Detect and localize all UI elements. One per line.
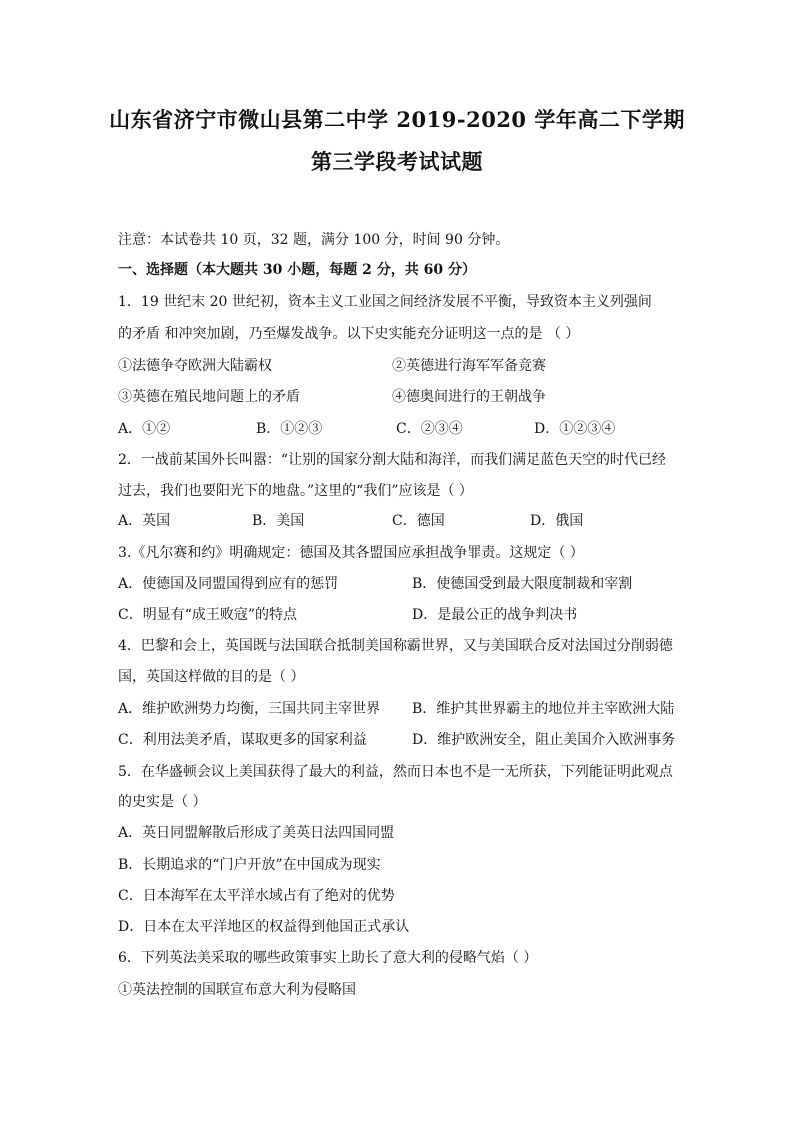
q1-statement-4: ④德奥间进行的王朝战争 bbox=[392, 389, 546, 405]
page-title-line-2: 第三学段考试试题 bbox=[311, 149, 483, 174]
exam-notice: 注意：本试卷共 10 页，32 题，满分 100 分，时间 90 分钟。 bbox=[118, 232, 510, 248]
q3-option-d: D．是最公正的战争判决书 bbox=[412, 607, 578, 623]
q2-option-c: C．德国 bbox=[392, 513, 445, 529]
q5-option-a: A．英日同盟解散后形成了美英日法四国同盟 bbox=[118, 825, 395, 841]
q5-stem-line-1: 5．在华盛顿会议上美国获得了最大的利益，然而日本也不是一无所获，下列能证明此观点 bbox=[118, 764, 673, 780]
q2-stem-line-2: 过去，我们也要阳光下的地盘。”这里的“我们”应该是（ ） bbox=[118, 483, 473, 499]
q3-option-a: A．使德国及同盟国得到应有的惩罚 bbox=[118, 576, 339, 592]
q1-option-c: C．②③④ bbox=[396, 421, 463, 437]
q1-statement-2: ②英德进行海军军备竞赛 bbox=[392, 358, 546, 374]
q5-option-b: B．长期追求的“门户开放”在中国成为现实 bbox=[118, 857, 381, 873]
q4-option-d: D．维护欧洲安全，阻止美国介入欧洲事务 bbox=[412, 732, 676, 748]
q1-option-a: A．①② bbox=[118, 421, 171, 437]
q5-stem-line-2: 的史实是（ ） bbox=[118, 794, 207, 810]
section-heading: 一、选择题（本大题共 30 小题，每题 2 分，共 60 分） bbox=[118, 262, 476, 278]
q4-stem-line-2: 国，英国这样做的目的是（ ） bbox=[118, 669, 305, 685]
q2-option-b: B．美国 bbox=[252, 513, 305, 529]
q2-option-a: A．英国 bbox=[118, 513, 171, 529]
q4-option-a: A．维护欧洲势力均衡，三国共同主宰世界 bbox=[118, 701, 381, 717]
q1-statement-3: ③英德在殖民地问题上的矛盾 bbox=[118, 389, 300, 405]
q3-option-c: C．明显有“成王败寇”的特点 bbox=[118, 607, 298, 623]
q1-option-d: D．①②③④ bbox=[534, 421, 616, 437]
q1-option-b: B．①②③ bbox=[256, 421, 323, 437]
q1-stem-line-1: 1．19 世纪末 20 世纪初，资本主义工业国之间经济发展不平衡，导致资本主义列强间 bbox=[118, 294, 652, 310]
q5-option-d: D．日本在太平洋地区的权益得到他国正式承认 bbox=[118, 919, 410, 935]
page-title-line-1: 山东省济宁市微山县第二中学 2019-2020 学年高二下学期 bbox=[109, 107, 685, 132]
q6-stem-line-1: 6．下列英法美采取的哪些政策事实上助长了意大利的侵略气焰（ ） bbox=[118, 950, 538, 966]
q1-statement-1: ①法德争夺欧洲大陆霸权 bbox=[118, 358, 272, 374]
q2-option-d: D．俄国 bbox=[530, 513, 584, 529]
q3-option-b: B．使德国受到最大限度制裁和宰割 bbox=[412, 576, 633, 592]
q4-option-b: B．维护其世界霸主的地位并主宰欧洲大陆 bbox=[412, 701, 675, 717]
q6-statement-1: ①英法控制的国联宣布意大利为侵略国 bbox=[118, 982, 356, 998]
q4-stem-line-1: 4．巴黎和会上，英国既与法国联合抵制美国称霸世界，又与美国联合反对法国过分削弱德 bbox=[118, 638, 673, 654]
q2-stem-line-1: 2．一战前某国外长叫嚣：“让别的国家分割大陆和海洋，而我们满足蓝色天空的时代已经 bbox=[118, 452, 667, 468]
q1-stem-line-2: 的矛盾 和冲突加剧，乃至爆发战争。以下史实能充分证明这一点的是 （ ） bbox=[118, 326, 580, 342]
q4-option-c: C．利用法美矛盾，谋取更多的国家利益 bbox=[118, 732, 367, 748]
q3-stem-line-1: 3.《凡尔赛和约》明确规定：德国及其各盟国应承担战争罪责。这规定（ ） bbox=[118, 545, 584, 561]
q5-option-c: C．日本海军在太平洋水域占有了绝对的优势 bbox=[118, 888, 395, 904]
